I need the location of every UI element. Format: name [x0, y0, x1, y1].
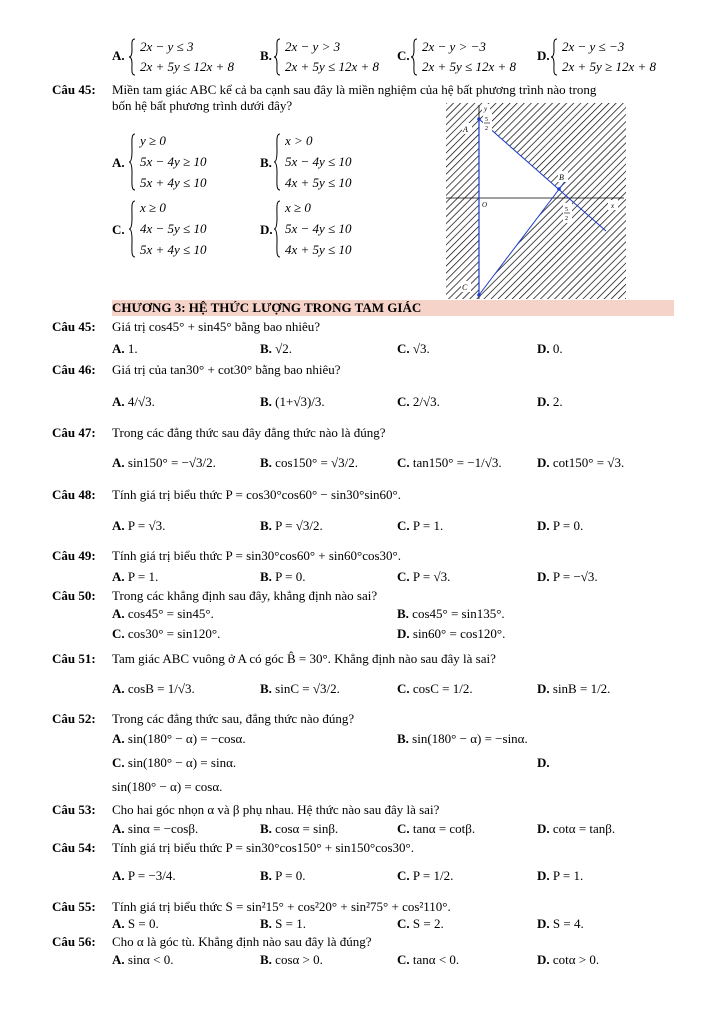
option-c: C. P = 1.	[397, 518, 444, 533]
system-row: 4x − 5y ≤ 10	[140, 221, 207, 236]
option-a-text: P = −3/4.	[127, 868, 176, 883]
system-row: 2x − y ≤ 3	[140, 39, 194, 54]
option-b: B. sin(180° − α) = −sinα.	[397, 731, 528, 746]
option-b-text: cos150° = √3/2.	[275, 455, 359, 470]
option-b: B. S = 1.	[260, 916, 306, 931]
question-text: Trong các khẳng định sau đây, khẳng định nào sai?	[112, 588, 378, 603]
question-number: Câu 48:	[52, 487, 96, 502]
question-number: Câu 49:	[52, 548, 96, 563]
option-a: A. sin150° = −√3/2.	[112, 455, 216, 470]
question-text: bốn hệ bất phương trình dưới đây?	[112, 98, 293, 113]
question-number: Câu 53:	[52, 802, 96, 817]
question-text: Trong các đẳng thức sau đây đẳng thức nào là đúng?	[112, 425, 386, 440]
option-a-text: P = 1.	[127, 569, 159, 584]
system-row: 5x − 4y ≥ 10	[140, 154, 207, 169]
option-d-text: 0.	[552, 341, 563, 356]
option-a: A. cos45° = sin45°.	[112, 606, 214, 621]
option-d: D. 2.	[537, 394, 563, 409]
brace-icon	[550, 38, 558, 76]
option-b-text: √2.	[275, 341, 293, 356]
option-d: D. 0.	[537, 341, 563, 356]
option-d-text: cotα > 0.	[552, 952, 600, 967]
option-c-text: P = √3.	[412, 569, 451, 584]
point-b	[557, 187, 561, 191]
question-number: Câu 52:	[52, 711, 96, 726]
option-d-text: sinB = 1/2.	[552, 681, 611, 696]
top-option-c-label: C.	[397, 48, 410, 63]
option-c: C. cosC = 1/2.	[397, 681, 473, 696]
option-a: A. P = 1.	[112, 569, 159, 584]
question-number: Câu 55:	[52, 899, 96, 914]
system-row: 5x − 4y ≤ 10	[285, 221, 352, 236]
x-tick-numerator: 5	[565, 207, 568, 213]
option-c-text: sin(180° − α) = sinα.	[127, 755, 237, 770]
question-text: Tính giá trị biểu thức S = sin²15° + cos²20° + sin²75° + cos²110°.	[112, 899, 451, 914]
question-number: Câu 46:	[52, 362, 96, 377]
y-tick-numerator: 5	[485, 117, 488, 123]
system-row: 4x + 5y ≤ 10	[285, 175, 352, 190]
brace-icon	[128, 133, 136, 191]
option-a-text: sinα = −cosβ.	[127, 821, 199, 836]
option-c-text: P = 1/2.	[412, 868, 454, 883]
option-c: C. cos30° = sin120°.	[112, 626, 221, 641]
brace-icon	[273, 38, 281, 76]
label-b: B	[559, 173, 564, 182]
option-a-label: A.	[112, 155, 125, 170]
option-d: D. P = 0.	[537, 518, 584, 533]
system-row: x > 0	[285, 133, 313, 148]
top-option-d-label: D.	[537, 48, 550, 63]
option-a-text: S = 0.	[127, 916, 159, 931]
option-a: A. 1.	[112, 341, 138, 356]
brace-icon	[273, 133, 281, 191]
option-b: B. √2.	[260, 341, 293, 356]
system-row: x ≥ 0	[285, 200, 311, 215]
system-row: 2x + 5y ≤ 12x + 8	[285, 59, 379, 74]
question-text: Giá trị của tan30° + cot30° bằng bao nhiêu?	[112, 362, 341, 377]
brace-icon	[273, 200, 281, 258]
question-text: Tính giá trị biểu thức P = cos30°cos60° − sin30°sin60°.	[112, 487, 402, 502]
option-a: A. P = −3/4.	[112, 868, 176, 883]
option-a-text: 1.	[127, 341, 138, 356]
system-row: 2x − y > −3	[422, 39, 486, 54]
option-d: D. cotα = tanβ.	[537, 821, 616, 836]
brace-icon	[128, 200, 136, 258]
option-a: A. 4/√3.	[112, 394, 155, 409]
label-a: A	[463, 125, 468, 134]
option-d-text: S = 4.	[552, 916, 584, 931]
option-b-text: cosα > 0.	[275, 952, 323, 967]
option-c-text: tanα < 0.	[412, 952, 460, 967]
top-option-a-label: A.	[112, 48, 125, 63]
system-row: 5x − 4y ≤ 10	[285, 154, 352, 169]
option-b: B. P = 0.	[260, 569, 306, 584]
question-number: Câu 45:	[52, 82, 96, 97]
option-b: B. P = √3/2.	[260, 518, 323, 533]
option-c-text: tan150° = −1/√3.	[412, 455, 502, 470]
option-a-text: sinα < 0.	[127, 952, 174, 967]
system-row: 4x + 5y ≤ 10	[285, 242, 352, 257]
option-d: D. sinB = 1/2.	[537, 681, 611, 696]
option-c-text: P = 1.	[412, 518, 444, 533]
option-b: B. cosα = sinβ.	[260, 821, 339, 836]
option-b-text: P = √3/2.	[275, 518, 323, 533]
option-b-text: sinC = √3/2.	[275, 681, 340, 696]
option-b-text: S = 1.	[275, 916, 306, 931]
option-a: A. sinα = −cosβ.	[112, 821, 199, 836]
option-a: A. S = 0.	[112, 916, 159, 931]
option-c: C. S = 2.	[397, 916, 444, 931]
option-c-text: tanα = cotβ.	[412, 821, 476, 836]
question-text: Tính giá trị biểu thức P = sin30°cos150° + sin150°cos30°.	[112, 840, 415, 855]
option-d-text: cotα = tanβ.	[552, 821, 616, 836]
option-d-text: cot150° = √3.	[552, 455, 625, 470]
option-b: B. P = 0.	[260, 868, 306, 883]
system-row: x ≥ 0	[140, 200, 166, 215]
option-a-text: P = √3.	[127, 518, 166, 533]
option-c: C. sin(180° − α) = sinα.	[112, 755, 237, 770]
option-b: B. cosα > 0.	[260, 952, 323, 967]
option-d: D. cot150° = √3.	[537, 455, 625, 470]
option-c-text: cos30° = sin120°.	[127, 626, 221, 641]
top-option-b-label: B.	[260, 48, 272, 63]
option-a-text: sin150° = −√3/2.	[127, 455, 216, 470]
point-c	[477, 293, 481, 297]
option-b: B. (1+√3)/3.	[260, 394, 325, 409]
question-number: Câu 47:	[52, 425, 96, 440]
question-text: Miền tam giác ABC kể cả ba cạnh sau đây là miền nghiệm của hệ bất phương trình nào trong	[112, 82, 597, 97]
label-c: C	[462, 283, 468, 292]
system-row: 2x − y > 3	[285, 39, 341, 54]
option-b-text: cos45° = sin135°.	[412, 606, 505, 621]
option-c-text: √3.	[412, 341, 430, 356]
question-number: Câu 54:	[52, 840, 96, 855]
option-c: C. 2/√3.	[397, 394, 440, 409]
option-c-label: C.	[112, 222, 125, 237]
option-a: A. sinα < 0.	[112, 952, 174, 967]
option-c: C. tan150° = −1/√3.	[397, 455, 502, 470]
option-d-text: P = 0.	[552, 518, 584, 533]
option-d: D. cotα > 0.	[537, 952, 600, 967]
question-number: Câu 45:	[52, 319, 96, 334]
system-row: y ≥ 0	[140, 133, 166, 148]
option-d: D. sin60° = cos120°.	[397, 626, 506, 641]
question-text: Cho α là góc tù. Khẳng định nào sau đây là đúng?	[112, 934, 372, 949]
label-x-axis: x	[611, 202, 615, 210]
y-tick-denominator: 2	[485, 126, 488, 132]
option-c-text: 2/√3.	[412, 394, 440, 409]
brace-icon	[410, 38, 418, 76]
system-row: 2x − y ≤ −3	[562, 39, 625, 54]
hatched-region	[446, 103, 626, 299]
option-d-text: P = −√3.	[552, 569, 598, 584]
point-a	[477, 117, 481, 121]
option-c-text: cosC = 1/2.	[412, 681, 473, 696]
option-a: A. cosB = 1/√3.	[112, 681, 195, 696]
option-a-text: cos45° = sin45°.	[127, 606, 214, 621]
option-c: C. P = 1/2.	[397, 868, 454, 883]
option-b-label: B.	[260, 155, 272, 170]
option-b-text: cosα = sinβ.	[275, 821, 339, 836]
option-d: D.	[537, 755, 550, 770]
option-a-text: 4/√3.	[127, 394, 155, 409]
triangle-region-graph	[446, 103, 626, 299]
brace-icon	[128, 38, 136, 76]
option-d: D. S = 4.	[537, 916, 584, 931]
system-row: 5x + 4y ≤ 10	[140, 242, 207, 257]
system-row: 2x + 5y ≥ 12x + 8	[562, 59, 656, 74]
question-text: Trong các đẳng thức sau, đẳng thức nào đúng?	[112, 711, 355, 726]
option-d-label: D.	[260, 222, 273, 237]
question-number: Câu 56:	[52, 934, 96, 949]
label-y-axis: y	[484, 105, 488, 113]
question-text: Tam giác ABC vuông ở A có góc B̂ = 30°. Khẳng định nào sau đây là sai?	[112, 651, 496, 666]
question-text: Tính giá trị biểu thức P = sin30°cos60° + sin60°cos30°.	[112, 548, 402, 563]
label-origin: O	[482, 201, 488, 209]
option-d-text: 2.	[552, 394, 563, 409]
option-b: B. cos150° = √3/2.	[260, 455, 359, 470]
option-d: D. P = −√3.	[537, 569, 598, 584]
option-d-text: P = 1.	[552, 868, 584, 883]
option-c: C. tanα = cotβ.	[397, 821, 476, 836]
question-number: Câu 50:	[52, 588, 96, 603]
question-number: Câu 51:	[52, 651, 96, 666]
option-c: C. P = √3.	[397, 569, 451, 584]
option-b-text: P = 0.	[275, 868, 306, 883]
option-b: B. sinC = √3/2.	[260, 681, 340, 696]
option-b-text: (1+√3)/3.	[275, 394, 325, 409]
option-a: A. sin(180° − α) = −cosα.	[112, 731, 246, 746]
question-text: Giá trị cos45° + sin45° bằng bao nhiêu?	[112, 319, 320, 334]
system-row: 5x + 4y ≤ 10	[140, 175, 207, 190]
option-b-text: P = 0.	[275, 569, 306, 584]
option-d-text: sin60° = cos120°.	[412, 626, 506, 641]
chapter-heading: CHƯƠNG 3: HỆ THỨC LƯỢNG TRONG TAM GIÁC	[112, 300, 674, 316]
option-b-text: sin(180° − α) = −sinα.	[412, 731, 528, 746]
option-b: B. cos45° = sin135°.	[397, 606, 505, 621]
option-d: D. P = 1.	[537, 868, 584, 883]
option-c-text: S = 2.	[412, 916, 444, 931]
question-text: Cho hai góc nhọn α và β phụ nhau. Hệ thức nào sau đây là sai?	[112, 802, 440, 817]
option-a-text: sin(180° − α) = −cosα.	[127, 731, 246, 746]
x-tick-denominator: 2	[565, 216, 568, 222]
option-c: C. tanα < 0.	[397, 952, 460, 967]
system-row: 2x + 5y ≤ 12x + 8	[422, 59, 516, 74]
option-a-text: cosB = 1/√3.	[127, 681, 195, 696]
system-row: 2x + 5y ≤ 12x + 8	[140, 59, 234, 74]
option-c: C. √3.	[397, 341, 430, 356]
option-d-continued: sin(180° − α) = cosα.	[112, 779, 223, 794]
option-a: A. P = √3.	[112, 518, 166, 533]
